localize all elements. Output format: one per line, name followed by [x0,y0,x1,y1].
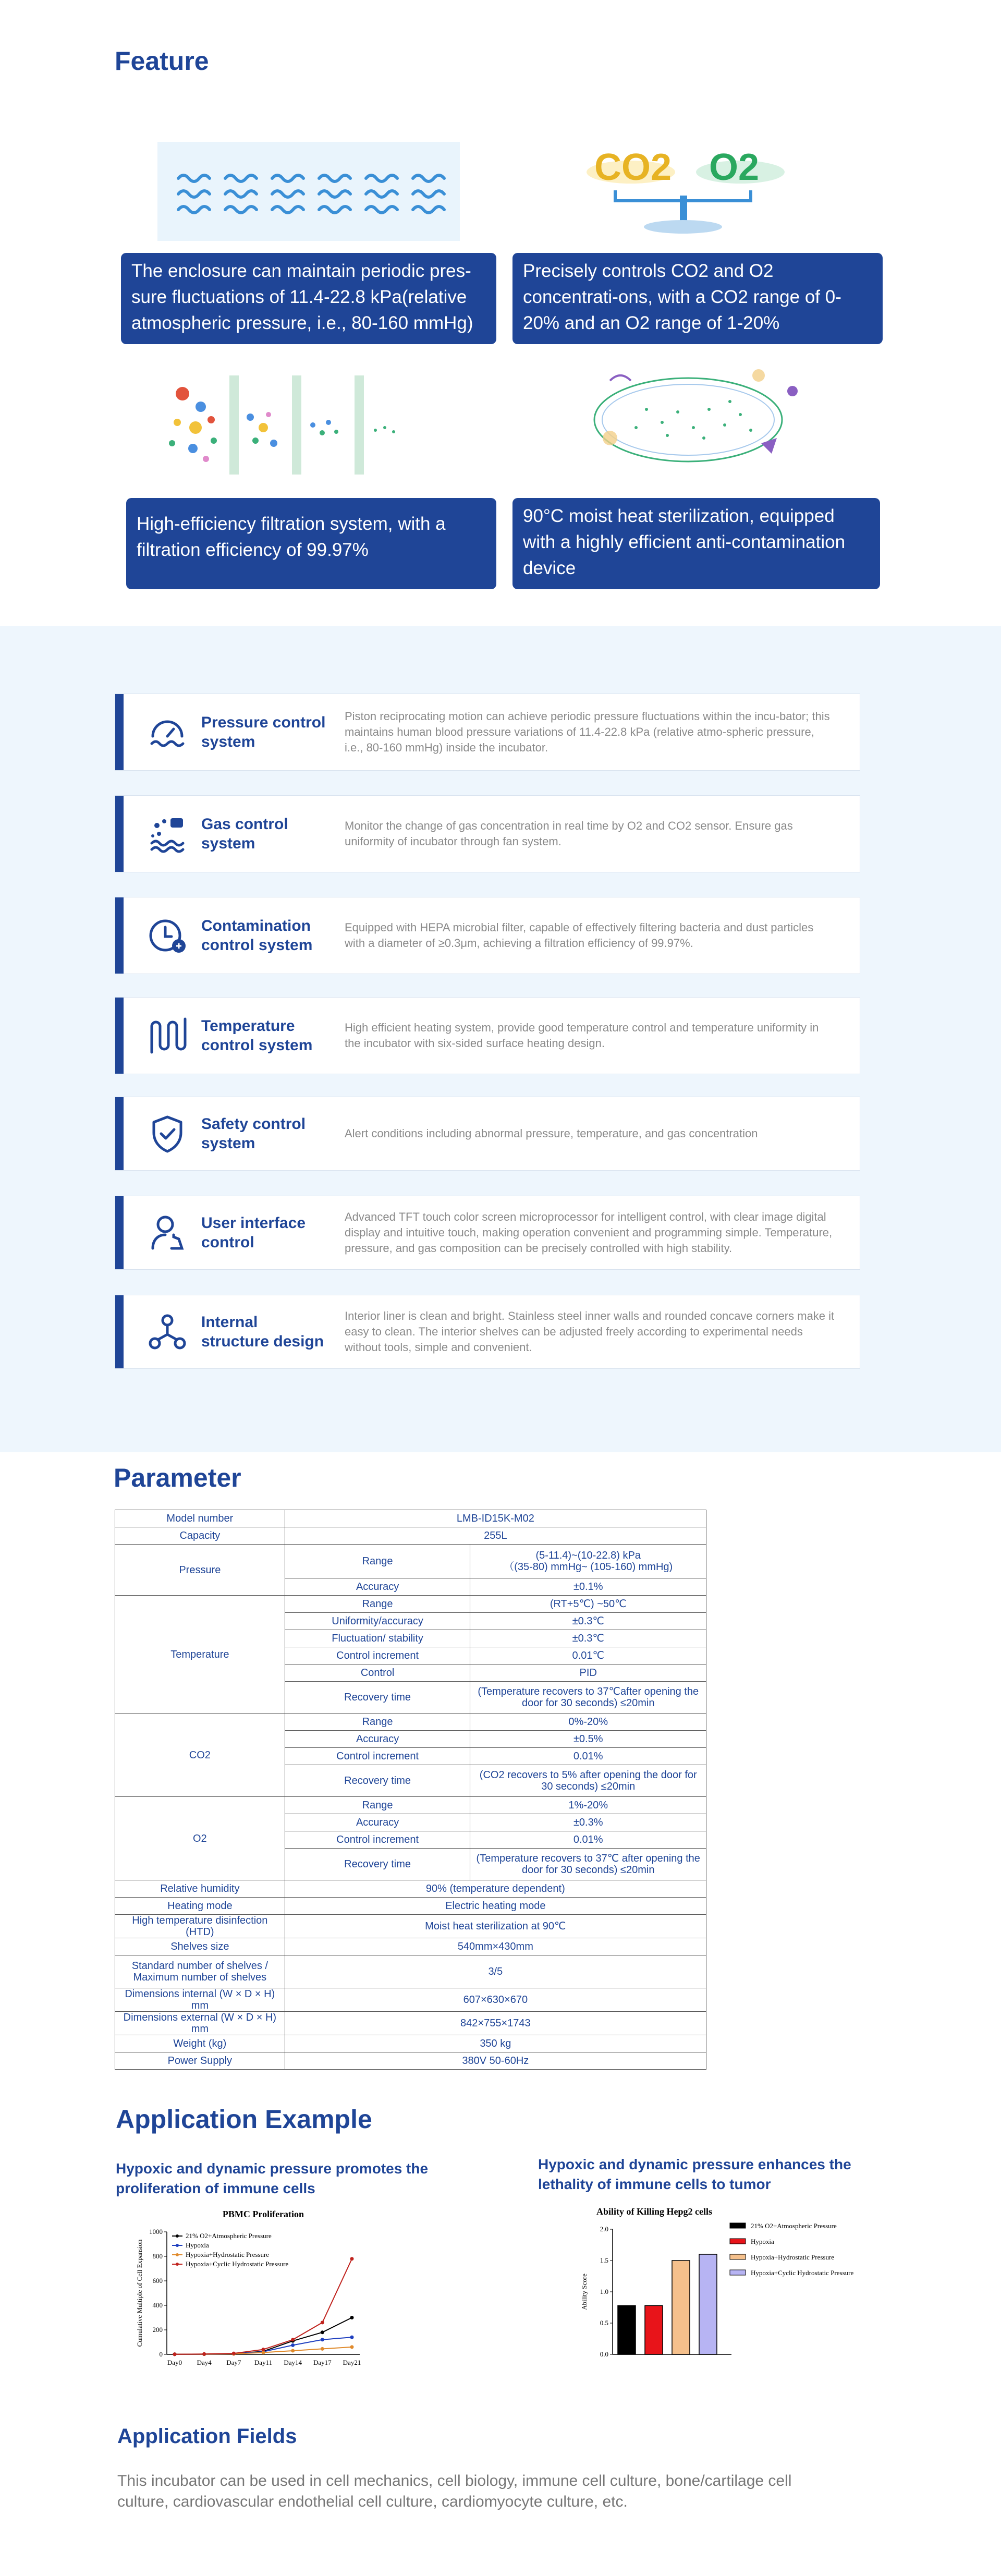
legend-label: 21% O2+Atmospheric Pressure [751,2222,837,2230]
cell: 0.01℃ [470,1647,706,1664]
data-point [232,2352,236,2355]
table-row [115,1880,706,1898]
cell: PID [470,1664,706,1682]
y-tick-label: 0.0 [600,2350,608,2358]
table-row [115,1596,706,1613]
cell: (CO2 recovers to 5% after opening the door for 30 seconds) ≤20min [470,1765,706,1797]
cell: Control increment [285,1647,470,1664]
table-row [115,2035,706,2052]
cell: Control increment [285,1748,470,1765]
cell: (Temperature recovers to 37℃ after opening the door for 30 seconds) ≤20min [470,1849,706,1880]
y-tick-label: 600 [152,2277,163,2285]
data-point [350,2336,354,2339]
system-title: Temperature control system [201,1017,313,1054]
cell: Temperature [115,1596,285,1714]
heating-coil-icon [147,1015,188,1056]
parameter-table [115,1510,706,2070]
chart-title: Ability of Killing Hepg2 cells [596,2206,713,2217]
system-card-contamination [115,897,860,974]
x-tick-label: Day0 [167,2359,182,2366]
gas-balance-illustration [584,130,792,240]
y-tick-label: 200 [152,2326,163,2334]
data-point [321,2347,324,2351]
y-tick-label: 0 [159,2350,163,2358]
cell: Shelves size [115,1938,285,1955]
legend-marker [176,2263,179,2266]
system-desc: High efficient heating system, provide good temperature control and temperature uniformity in the incubator with six-sided surface heating design. [345,1021,819,1050]
y-tick-label: 800 [152,2252,163,2260]
cell: 0.01% [470,1748,706,1765]
feature-title: Feature [115,46,209,76]
system-desc: Advanced TFT touch color screen microprocessor for intelligent control, with clear image digital display and intuitive touch, making operation convenient and programming simple. Temperature, pressure, and gas composition can be precisely controlled with high stability. [345,1210,833,1255]
data-point [350,2316,354,2319]
cell: 90% (temperature dependent) [285,1880,706,1898]
bar [672,2261,690,2354]
legend-swatch [730,2223,746,2228]
cell: Accuracy [285,1731,470,1748]
cell: ±0.1% [470,1578,706,1596]
legend-marker [176,2253,179,2256]
legend-label: Hypoxia [186,2241,209,2249]
data-point [291,2349,295,2352]
application-title: Application Example [116,2105,372,2134]
cell: Range [285,1714,470,1731]
data-point [321,2338,324,2341]
cell: 350 kg [285,2035,706,2052]
cell: LMB-ID15K-M02 [285,1510,706,1527]
cell: Weight (kg) [115,2035,285,2052]
bar [699,2254,717,2354]
table-row [115,1510,706,1527]
fields-text: This incubator can be used in cell mechanics, cell biology, immune cell culture, bone/cartilage cell culture, cardiovascular endothelial cell culture, cardiomyocyte culture, etc. [117,2472,792,2510]
data-point [350,2345,354,2349]
table-row [115,1545,706,1578]
x-tick-label: Day11 [254,2359,273,2366]
parameter-title: Parameter [114,1463,241,1492]
shield-check-icon [147,1113,188,1155]
pbmc-line-chart [130,2206,381,2373]
cell: 0.01% [470,1831,706,1849]
pressure-gauge-icon [147,711,188,753]
x-tick-label: Day7 [226,2359,241,2366]
chart-title: PBMC Proliferation [222,2209,304,2219]
sterilization-illustration [573,360,808,480]
system-title: Gas control system [201,816,288,852]
co2-label: CO2 [594,147,672,188]
cell: ±0.5% [470,1731,706,1748]
fields-title: Application Fields [117,2425,297,2448]
data-point [321,2330,324,2334]
killing-bar-chart [550,2203,905,2370]
feature-card-gas: Precisely controls CO2 and O2 concentrati-ons, with a CO2 range of 0-20% and an O2 range of 1-20% [512,253,883,344]
structure-nodes-icon [147,1311,188,1353]
cell: Range [285,1797,470,1814]
cell: Accuracy [285,1578,470,1596]
y-axis-label: Cumulative Multiple of Cell Expansion [136,2239,143,2347]
legend-marker [176,2244,179,2247]
cell: (Temperature recovers to 37℃after opening the door for 30 seconds) ≤20min [470,1682,706,1714]
y-tick-label: 1.0 [600,2288,608,2295]
legend-swatch [730,2270,746,2275]
y-tick-label: 2.0 [600,2225,608,2233]
table-row [115,2052,706,2070]
cell: 1%-20% [470,1797,706,1814]
cell: Recovery time [285,1682,470,1714]
system-card-pressure [115,694,860,771]
cell: 380V 50-60Hz [285,2052,706,2070]
system-title: Contamination control system [201,917,313,954]
data-point [173,2352,177,2356]
cell: Pressure [115,1545,285,1596]
left-subtitle: Hypoxic and dynamic pressure promotes the proliferation of immune cells [116,2160,429,2196]
y-axis-label: Ability Score [580,2274,588,2310]
cell: (5-11.4)~(10-22.8) kPa （(35-80) mmHg~ (105-160) mmHg) [470,1545,706,1578]
cell: Dimensions internal (W × D × H) mm [115,1988,285,2012]
table-row [115,1527,706,1545]
cell: Model number [115,1510,285,1527]
legend-label: 21% O2+Atmospheric Pressure [186,2232,272,2240]
legend-swatch [730,2239,746,2244]
legend-label: Hypoxia [751,2238,774,2245]
cell: Heating mode [115,1898,285,1915]
cell: Standard number of shelves / Maximum number of shelves [115,1955,285,1988]
cell: 540mm×430mm [285,1938,706,1955]
table-row [115,2012,706,2035]
x-tick-label: Day17 [313,2359,332,2366]
system-title: Internal structure design [201,1314,324,1350]
cell: 0%-20% [470,1714,706,1731]
filtration-illustration [156,370,401,480]
table-row [115,1797,706,1814]
cell: (RT+5℃) ~50℃ [470,1596,706,1613]
table-row [115,1938,706,1955]
feature-card-pressure: The enclosure can maintain periodic pres-sure fluctuations of 11.4-22.8 kPa(relative atmospheric pressure, i.e., 80-160 mmHg) [121,253,496,344]
bar [645,2305,663,2354]
system-title: Pressure control system [201,714,326,750]
system-desc: Equipped with HEPA microbial filter, capable of effectively filtering bacteria and dust particles with a diameter of ≥0.3μm, achieving a filtration efficiency of 99.97%. [345,921,814,950]
system-desc: Piston reciprocating motion can achieve periodic pressure fluctuations within the incu-bator; this maintains human blood pressure variations of 11.4-22.8 kPa (relative atmo-spheric pressure, i.e., 80-160 mmHg) inside the incubator. [345,710,830,754]
cell: 842×755×1743 [285,2012,706,2035]
cell: ±0.3℃ [470,1630,706,1647]
cell: 255L [285,1527,706,1545]
y-tick-label: 1000 [149,2228,163,2235]
cell: ±0.3% [470,1814,706,1831]
x-tick-label: Day4 [197,2359,212,2366]
pressure-waves-illustration [157,142,460,241]
cell: Capacity [115,1527,285,1545]
system-card-ui [115,1196,860,1270]
table-row [115,1915,706,1938]
gas-icon [147,813,188,855]
feature-card-filtration: High-efficiency filtration system, with a filtration efficiency of 99.97% [126,498,496,589]
system-title: User interface control [201,1214,306,1251]
cell: Power Supply [115,2052,285,2070]
cell: Uniformity/accuracy [285,1613,470,1630]
y-tick-label: 0.5 [600,2319,608,2327]
cell: 3/5 [285,1955,706,1988]
legend-label: Hypoxia+Hydrostatic Pressure [186,2251,270,2258]
cell: Range [285,1545,470,1578]
cell: 607×630×670 [285,1988,706,2012]
system-desc: Monitor the change of gas concentration in real time by O2 and CO2 sensor. Ensure gas uniformity of incubator through fan system. [345,819,793,848]
legend-label: Hypoxia+Cyclic Hydrostatic Pressure [186,2260,289,2268]
data-point [291,2343,295,2347]
system-card-temperature [115,997,860,1074]
data-point [291,2338,295,2341]
cell: Control increment [285,1831,470,1849]
data-point [262,2348,265,2351]
y-tick-label: 1.5 [600,2256,608,2264]
cell: High temperature disinfection (HTD) [115,1915,285,1938]
bar [618,2305,636,2354]
cell: O2 [115,1797,285,1880]
cell: Fluctuation/ stability [285,1630,470,1647]
cell: Electric heating mode [285,1898,706,1915]
system-card-structure [115,1295,860,1369]
cell: Relative humidity [115,1880,285,1898]
legend-swatch [730,2254,746,2259]
cell: Control [285,1664,470,1682]
y-tick-label: 400 [152,2301,163,2309]
feature-card-sterilization: 90°C moist heat sterilization, equipped with a highly efficient anti-contamination device [512,498,880,589]
system-desc: Alert conditions including abnormal pressure, temperature, and gas concentration [345,1127,758,1140]
legend-label: Hypoxia+Hydrostatic Pressure [751,2253,835,2261]
table-row [115,1898,706,1915]
cell: ±0.3℃ [470,1613,706,1630]
contamination-clock-icon [147,915,188,956]
cell: Accuracy [285,1814,470,1831]
cell: Dimensions external (W × D × H) mm [115,2012,285,2035]
data-point [350,2257,354,2261]
cell: Range [285,1596,470,1613]
legend-marker [176,2234,179,2238]
system-card-gas [115,795,860,872]
cell: CO2 [115,1714,285,1797]
o2-label: O2 [709,147,760,188]
right-subtitle: Hypoxic and dynamic pressure enhances the lethality of immune cells to tumor [538,2156,851,2192]
system-desc: Interior liner is clean and bright. Stainless steel inner walls and rounded concave corners make it easy to clean. The interior shelves can be adjusted freely according to experimental needs without tools, simple and convenient. [345,1309,835,1354]
x-tick-label: Day14 [284,2359,302,2366]
user-touch-icon [147,1212,188,1254]
cell: Moist heat sterilization at 90℃ [285,1915,706,1938]
system-title: Safety control system [201,1115,306,1152]
system-card-safety [115,1097,860,1171]
cell: Recovery time [285,1765,470,1797]
table-row [115,1988,706,2012]
cell: Recovery time [285,1849,470,1880]
legend-label: Hypoxia+Cyclic Hydrostatic Pressure [751,2269,854,2277]
table-row [115,1714,706,1731]
data-point [202,2352,206,2356]
data-point [321,2320,324,2324]
x-tick-label: Day21 [343,2359,361,2366]
table-row [115,1955,706,1988]
